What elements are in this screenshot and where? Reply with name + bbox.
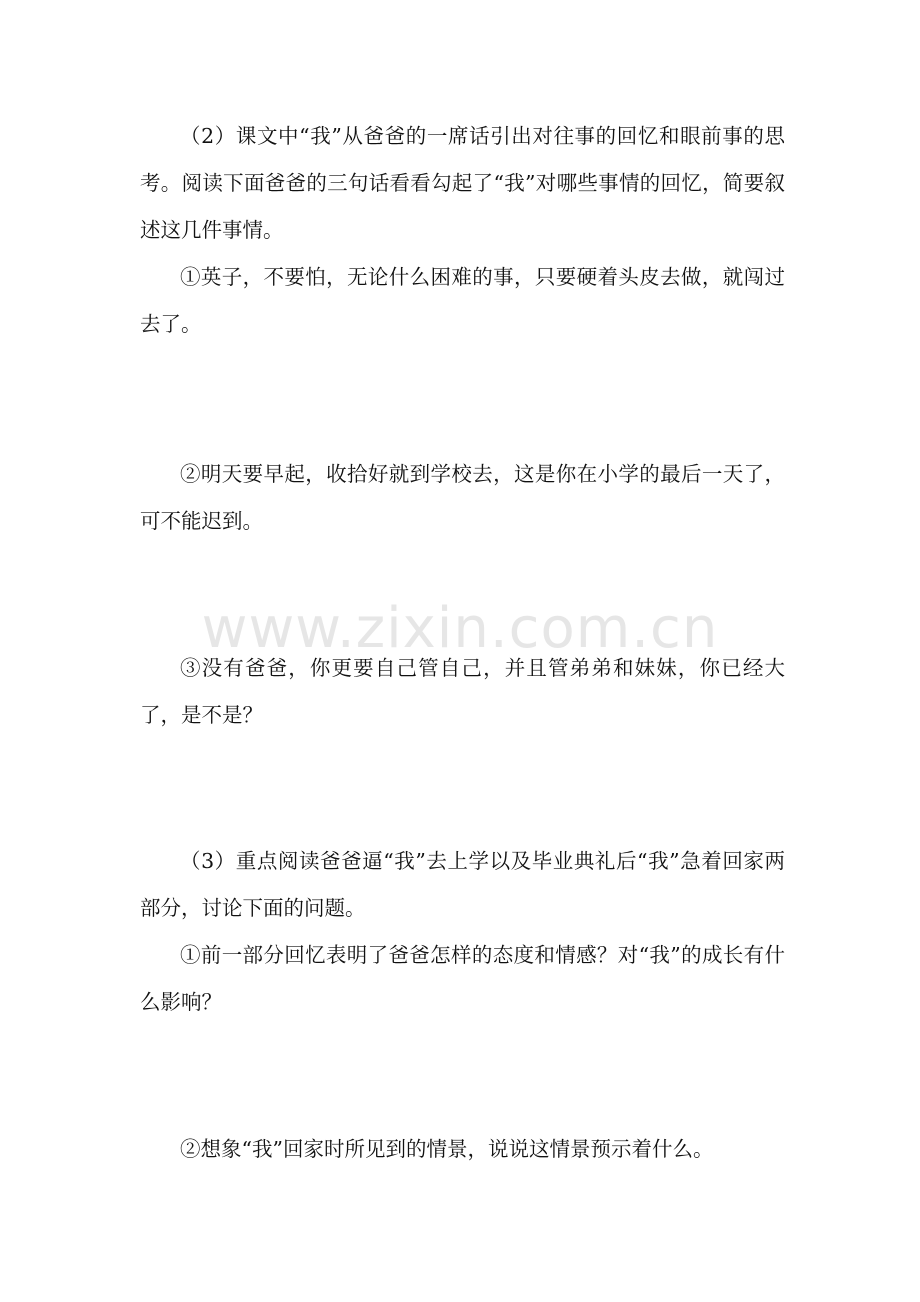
question-2-prompt: （2）课文中“我”从爸爸的一席话引出对往事的回忆和眼前事的思考。阅读下面爸爸的三句话看看勾起了“我”对哪些事情的回忆，简要叙述这几件事情。 (140, 124, 785, 242)
question-3-prompt: （3）重点阅读爸爸逼“我”去上学以及毕业典礼后“我”急着回家两部分，讨论下面的问题。 (140, 849, 785, 920)
question-3-item-1: ①前一部分回忆表明了爸爸怎样的态度和情感？对“我”的成长有什么影响？ (140, 943, 785, 1014)
watermark: www.zixin.com.cn (201, 596, 719, 661)
question-2-item-1: ①英子，不要怕，无论什么困难的事，只要硬着头皮去做，就闯过去了。 (140, 265, 785, 336)
question-2-item-3: ③没有爸爸，你更要自己管自己，并且管弟弟和妹妹，你已经大了，是不是？ (140, 656, 785, 727)
question-2-item-2: ②明天要早起，收拾好就到学校去，这是你在小学的最后一天了，可不能迟到。 (140, 462, 785, 533)
question-3-item-2: ②想象“我”回家时所见到的情景，说说这情景预示着什么。 (180, 1137, 714, 1161)
